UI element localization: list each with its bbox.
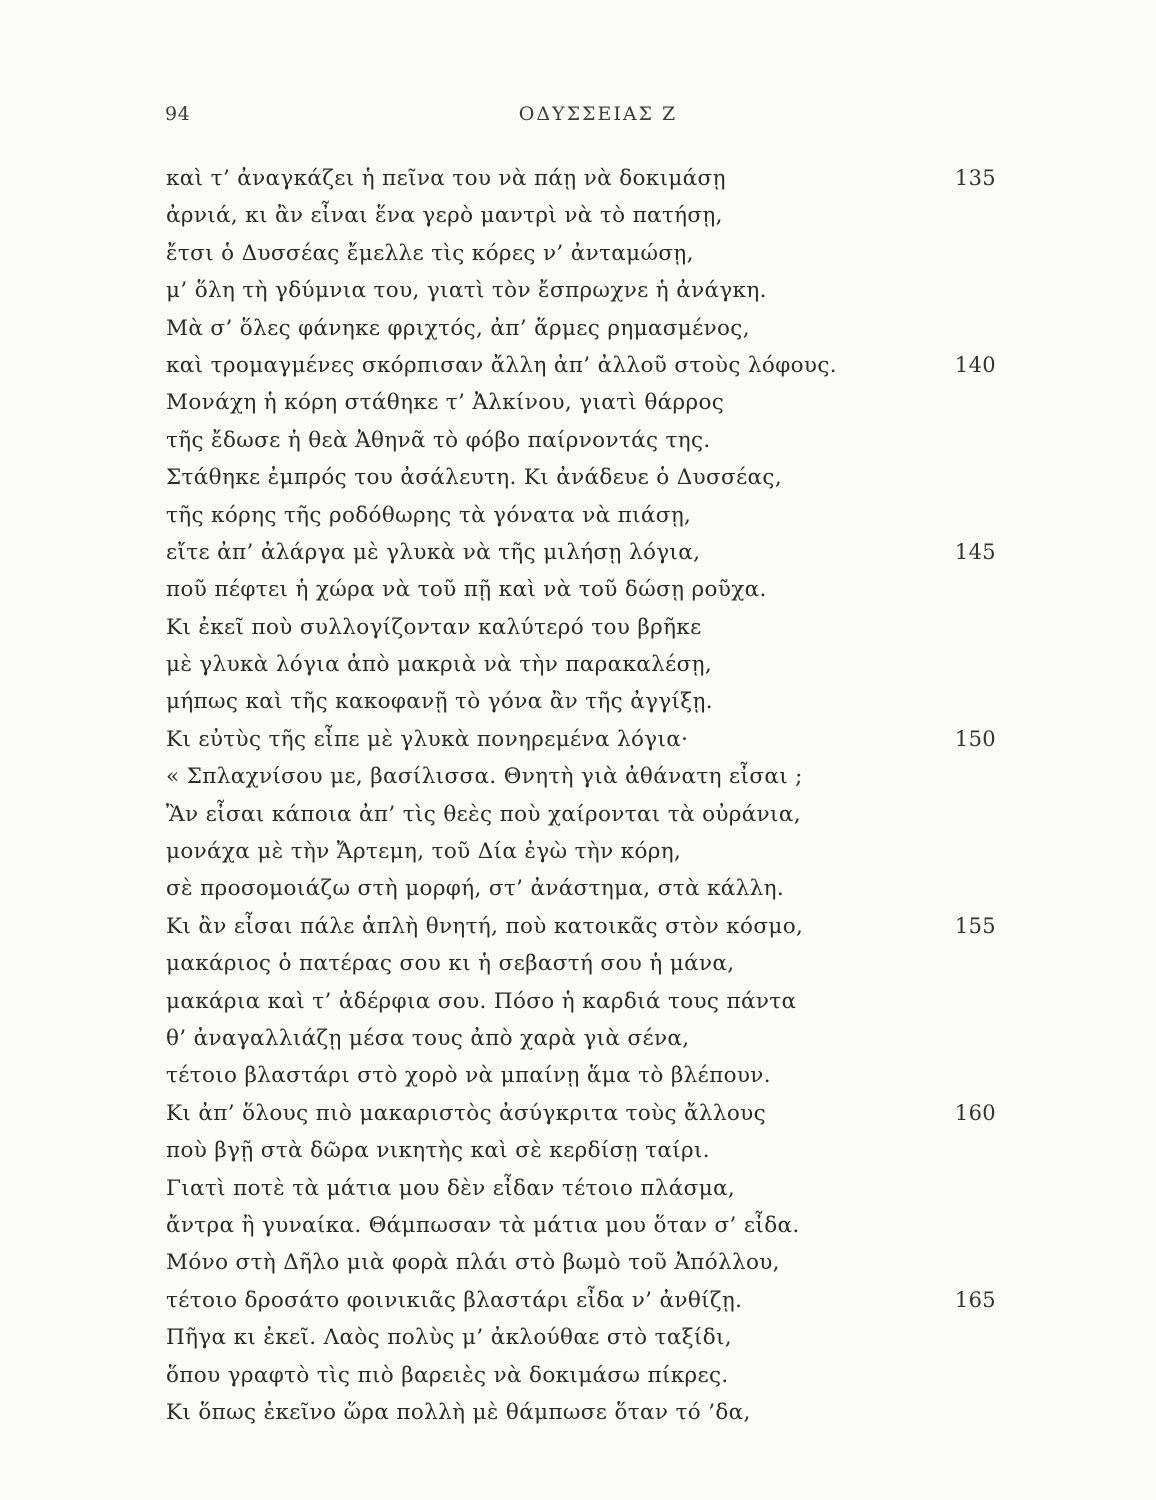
verse-line xyxy=(166,347,996,384)
verse-line xyxy=(166,646,996,683)
verse-line-text: ἀρνιά, κι ἂν εἶναι ἕνα γερὸ μαντρὶ νὰ τὸ πατήσῃ, xyxy=(166,203,723,229)
verse-line-text: Κι εὐτὺς τῆς εἶπε μὲ γλυκὰ πονηρεμένα λόγια· xyxy=(166,726,689,752)
verse-line xyxy=(166,1394,996,1431)
verse-line-text: ποὺ βγῇ στὰ δῶρα νικητὴς καὶ σὲ κερδίσῃ ταίρι. xyxy=(166,1138,710,1164)
line-number: 145 xyxy=(954,539,996,564)
verse-line-text: μ’ ὅλη τὴ γδύμνια του, γιατὶ τὸν ἔσπρωχνε ἡ ἀνάγκη. xyxy=(166,278,767,304)
page-number: 94 xyxy=(165,103,191,125)
verse-line xyxy=(166,833,996,870)
verse-line-text: μονάχα μὲ τὴν Ἄρτεμη, τοῦ Δία ἐγὼ τὴν κόρη, xyxy=(166,839,682,865)
verse-line-text: Κι ἐκεῖ ποὺ συλλογίζονταν καλύτερό του βρῆκε xyxy=(166,614,702,640)
verse-line xyxy=(166,1095,996,1132)
verse-line-text: τῆς κόρης τῆς ροδόθωρης τὰ γόνατα νὰ πιάσῃ, xyxy=(166,502,692,528)
line-number: 155 xyxy=(954,913,996,938)
verse-line xyxy=(166,160,996,197)
verse-line-text: καὶ τρομαγμένες σκόρπισαν ἄλλη ἀπ’ ἀλλοῦ στοὺς λόφους. xyxy=(166,352,837,378)
verse-line-text: Πῆγα κι ἐκεῖ. Λαὸς πολὺς μ’ ἀκλούθαε στὸ ταξίδι, xyxy=(166,1325,732,1351)
verse-line-text: τῆς ἔδωσε ἡ θεὰ Ἀθηνᾶ τὸ φόβο παίρνοντάς της. xyxy=(166,427,711,453)
verse-line-text: σὲ προσομοιάζω στὴ μορφή, στ’ ἀνάστημα, στὰ κάλλη. xyxy=(166,876,785,902)
verse-line-text: Γιατὶ ποτὲ τὰ μάτια μου δὲν εἶδαν τέτοιο πλάσμα, xyxy=(166,1175,736,1201)
verse-line xyxy=(166,908,996,945)
verse-line xyxy=(166,870,996,907)
verse-line xyxy=(166,422,996,459)
verse-line-text: Μόνο στὴ Δῆλο μιὰ φορὰ πλάι στὸ βωμὸ τοῦ Ἀπόλλου, xyxy=(166,1250,780,1276)
verse-line xyxy=(166,983,996,1020)
verse-line xyxy=(166,721,996,758)
line-number: 160 xyxy=(954,1100,996,1125)
line-number: 165 xyxy=(954,1287,996,1312)
verse-line xyxy=(166,758,996,795)
verse-line xyxy=(166,1132,996,1169)
verse-line-text: μήπως καὶ τῆς κακοφανῇ τὸ γόνα ἂν τῆς ἀγγίξῃ. xyxy=(166,689,713,715)
verse-line-text: θ’ ἀναγαλλιάζῃ μέσα τους ἀπὸ χαρὰ γιὰ σένα, xyxy=(166,1025,690,1051)
verse-line-text: μακάριος ὁ πατέρας σου κι ἡ σεβαστή σου ἡ μάνα, xyxy=(166,951,735,977)
verse-line-text: Ἂν εἶσαι κάποια ἀπ’ τὶς θεὲς ποὺ χαίρονται τὰ οὐράνια, xyxy=(166,801,801,827)
line-number: 150 xyxy=(954,726,996,751)
verse-line-text: μὲ γλυκὰ λόγια ἀπὸ μακριὰ νὰ τὴν παρακαλέσῃ, xyxy=(166,652,713,678)
verse-line-text: Μονάχη ἡ κόρη στάθηκε τ’ Ἀλκίνου, γιατὶ θάρρος xyxy=(166,390,725,416)
verse-line xyxy=(166,534,996,571)
verse-line-text: « Σπλαχνίσου με, βασίλισσα. Θνητὴ γιὰ ἀθάνατη εἶσαι ; xyxy=(166,764,803,790)
verse-line-text: μακάρια καὶ τ’ ἀδέρφια σου. Πόσο ἡ καρδιά τους πάντα xyxy=(166,988,797,1014)
running-title: ΟΔΥΣΣΕΙΑΣ Ζ xyxy=(518,103,678,125)
verse-text-block xyxy=(166,160,996,1431)
verse-line-text: Κι ἀπ’ ὅλους πιὸ μακαριστὸς ἀσύγκριτα τοὺς ἄλλους xyxy=(166,1100,766,1126)
verse-line xyxy=(166,796,996,833)
verse-line xyxy=(166,497,996,534)
verse-line-text: ἔτσι ὁ Δυσσέας ἔμελλε τὶς κόρες ν’ ἀνταμώσῃ, xyxy=(166,240,694,266)
verse-line-text: Στάθηκε ἐμπρός του ἀσάλευτη. Κι ἀνάδευε ὁ Δυσσέας, xyxy=(166,465,783,491)
verse-line-text: ἄντρα ἢ γυναίκα. Θάμπωσαν τὰ μάτια μου ὅταν σ’ εἶδα. xyxy=(166,1212,800,1238)
verse-line-text: τέτοιο δροσάτο φοινικιᾶς βλαστάρι εἶδα ν’ ἀνθίζῃ. xyxy=(166,1287,743,1313)
line-number: 135 xyxy=(954,166,996,190)
verse-line xyxy=(166,683,996,720)
verse-line xyxy=(166,235,996,272)
verse-line-text: ὅπου γραφτὸ τὶς πιὸ βαρειὲς νὰ δοκιμάσω πίκρες. xyxy=(166,1362,729,1388)
verse-line-text: καὶ τ’ ἀναγκάζει ἡ πεῖνα του νὰ πάῃ νὰ δοκιμάσῃ xyxy=(166,166,726,191)
verse-line xyxy=(166,1207,996,1244)
verse-line xyxy=(166,384,996,421)
verse-line-text: τέτοιο βλαστάρι στὸ χορὸ νὰ μπαίνῃ ἅμα τὸ βλέπουν. xyxy=(166,1063,771,1089)
verse-line xyxy=(166,1170,996,1207)
verse-line-text: εἴτε ἀπ’ ἀλάργα μὲ γλυκὰ νὰ τῆς μιλήσῃ λόγια, xyxy=(166,539,701,565)
verse-line xyxy=(166,1020,996,1057)
verse-line xyxy=(166,310,996,347)
verse-line xyxy=(166,197,996,234)
verse-line xyxy=(166,1244,996,1281)
line-number: 140 xyxy=(954,352,996,377)
verse-line xyxy=(166,459,996,496)
verse-line-text: Μὰ σ’ ὅλες φάνηκε φριχτός, ἀπ’ ἅρμες ρημασμένος, xyxy=(166,315,750,341)
verse-line xyxy=(166,571,996,608)
verse-line-text: Κι ἂν εἶσαι πάλε ἁπλὴ θνητή, ποὺ κατοικᾶς στὸν κόσμο, xyxy=(166,913,804,939)
verse-line xyxy=(166,1057,996,1094)
verse-line xyxy=(166,609,996,646)
verse-line xyxy=(166,945,996,982)
verse-line-text: Κι ὅπως ἐκεῖνο ὥρα πολλὴ μὲ θάμπωσε ὅταν τό ’δα, xyxy=(166,1399,751,1425)
verse-line xyxy=(166,1282,996,1319)
verse-line-text: ποῦ πέφτει ἡ χώρα νὰ τοῦ πῇ καὶ νὰ τοῦ δώσῃ ροῦχα. xyxy=(166,577,767,603)
verse-line xyxy=(166,1319,996,1356)
verse-line xyxy=(166,272,996,309)
verse-line xyxy=(166,1357,996,1394)
